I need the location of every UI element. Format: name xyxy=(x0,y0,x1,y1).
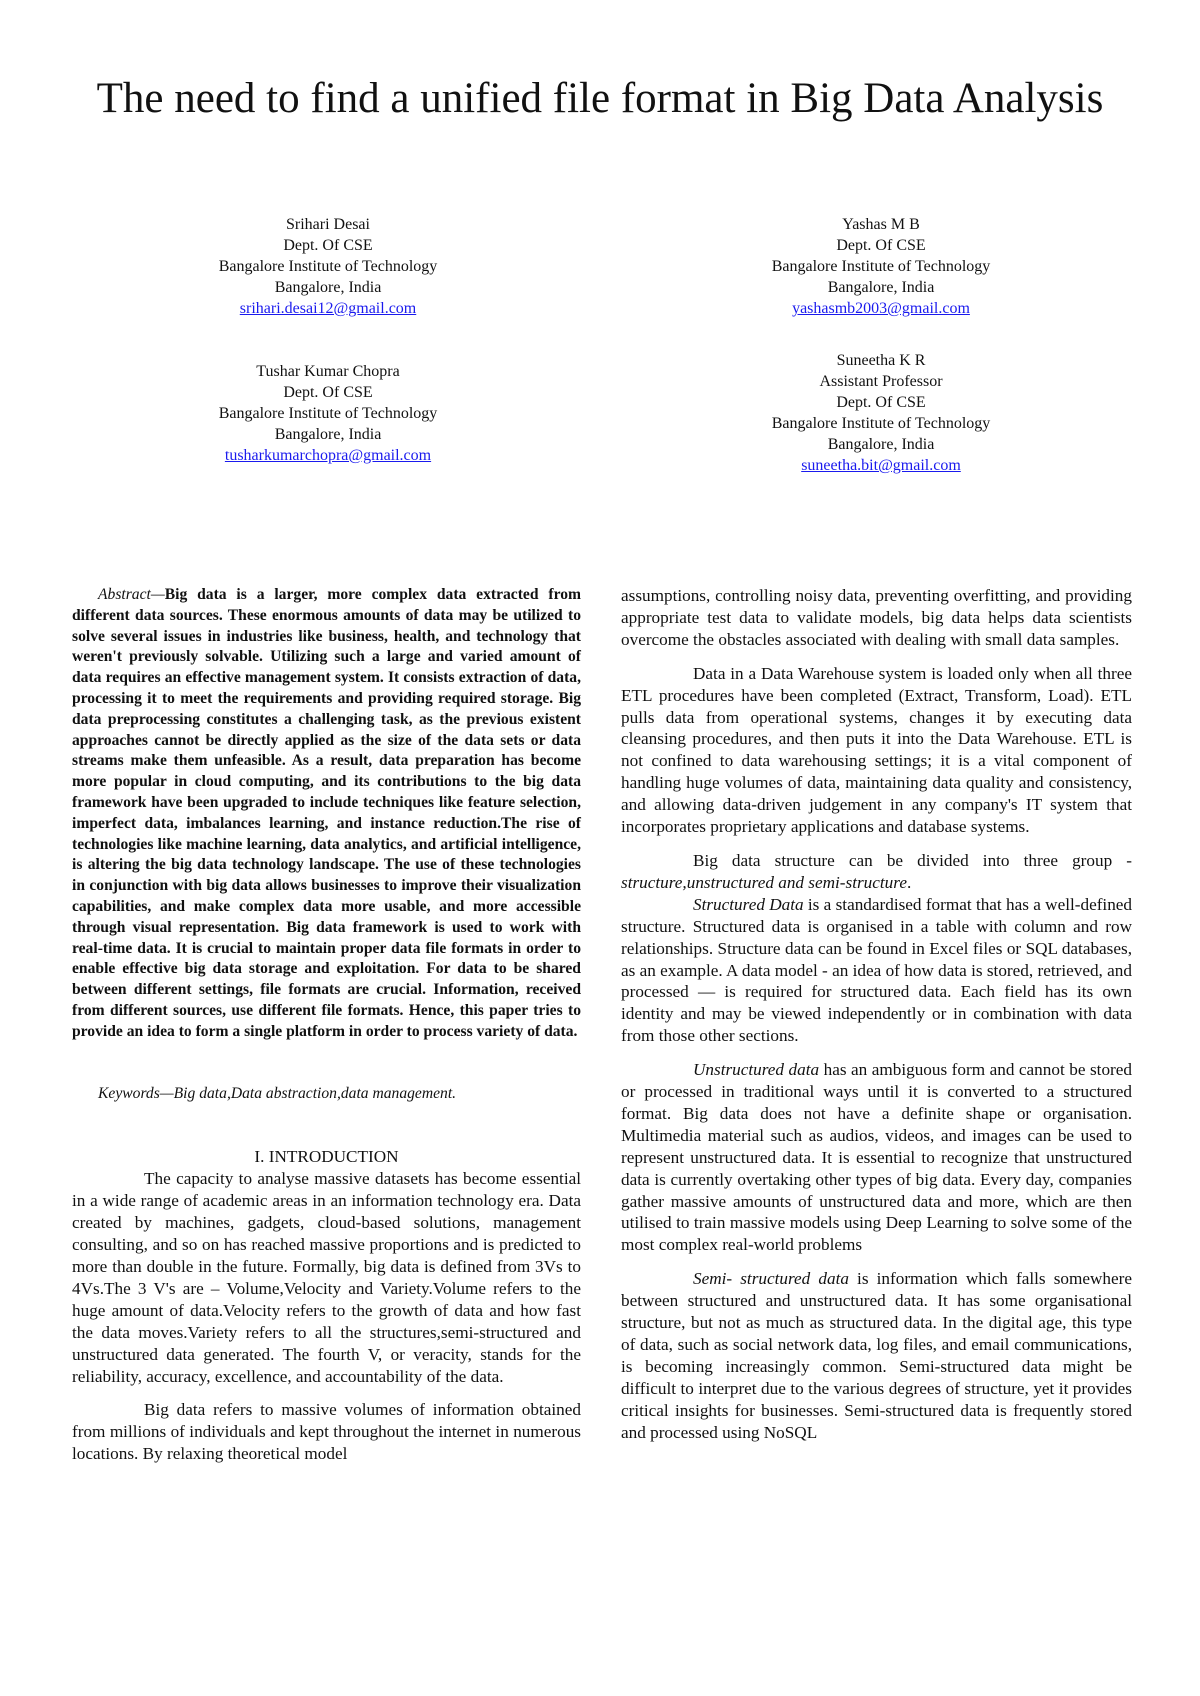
author-name: Srihari Desai xyxy=(286,216,370,233)
author-institution: Bangalore Institute of Technology xyxy=(218,405,438,422)
author-institution: Bangalore Institute of Technology xyxy=(771,415,991,432)
structured-data-text: is a standardised format that has a well-defined structure. Structured data is organised in a table with column and row relationships. Structure data can be found in Excel files or SQL databases, as an example. A data model - an idea of how data is stored, retrieved, and processed — is required for structured data. Each field has its own identity and may be viewed independently or in combination with data from those other sections. xyxy=(621,894,1133,1046)
author-dept: Dept. Of CSE xyxy=(283,237,373,254)
author-name: Suneetha K R xyxy=(836,352,926,369)
author-location: Bangalore, India xyxy=(827,279,935,296)
paragraph-continued: assumptions, controlling noisy data, preventing overfitting, and providing appropriate test data to validate models, big data helps data scientists overcome the obstacles associated with dealing with small data samples. xyxy=(621,586,1132,649)
paper-title: The need to find a unified file format in Big Data Analysis xyxy=(96,75,1104,122)
etl-paragraph: Data in a Data Warehouse system is loaded only when all three ETL procedures have been completed (Extract, Transform, Load). ETL pulls data from operational systems, changes it by executing data cleansing procedures, and then puts it into the Data Warehouse. ETL is not confined to data warehousing settings; it is a vital component of handling huge volumes of data, maintaining data quality and consistency, and allowing data-driven judgement in any company's IT system that incorporates proprietary applications and database systems. xyxy=(621,663,1132,837)
structure-types-list: structure,unstructured and semi-structure xyxy=(621,872,907,892)
author-dept: Dept. Of CSE xyxy=(836,394,926,411)
author-location: Bangalore, India xyxy=(274,426,382,443)
author-block xyxy=(118,214,538,319)
author-block xyxy=(671,214,1091,319)
unstructured-data-text: has an ambiguous form and cannot be stored or processed in traditional ways until it is converted to a structured format. Big data does not have a definite shape or organisation. Multimedia material such as audios, videos, and images can be used to represent unstructured data. It is essential to recognize that unstructured data is currently overtaking other types of big data. Every day, companies gather massive amounts of unstructured data and more, which are then utilised to train massive models using Deep Learning to solve some of the most complex real-world problems xyxy=(621,1060,1132,1255)
author-dept: Dept. Of CSE xyxy=(283,384,373,401)
structure-types-paragraph xyxy=(621,850,1132,894)
unstructured-data-term: Unstructured data xyxy=(693,1060,820,1080)
left-column xyxy=(72,585,581,1465)
section-heading: I. INTRODUCTION xyxy=(254,1147,399,1167)
abstract-text: Big data is a larger, more complex data extracted from different data sources. These enormous amounts of data may be utilized to solve several issues in industries like business, health, and technology that weren't previously solvable. Utilizing such a large and varied amount of data requires an effective management system. It consists extraction of data, processing it to meet the requirements and providing required storage. Big data preprocessing constitutes a challenging task, as the previous existent approaches cannot be directly applied as the size of the data sets or data streams make them unfeasible. As a result, data preparation has become more popular in cloud computing, and its contributions to the big data framework have been upgraded to include techniques like feature selection, imperfect data, imbalances learning, and instance reduction.The rise of technologies like machine learning, data analytics, and artificial intelligence, is altering the big data technology landscape. The use of these technologies in conjunction with big data allows businesses to improve their visualization capabilities, and make complex data more usable, and more accessible through visual representation. Big data framework is used to work with real-time data. It is crucial to maintain proper data file formats in order to enable effective big data storage and exploitation. For data to be shared between different settings, file formats are crucial. Information, received from different sources, use different file formats. Hence, this paper tries to provide an idea to form a single platform in order to process variety of data. xyxy=(72,586,581,1040)
author-institution: Bangalore Institute of Technology xyxy=(771,258,991,275)
structure-types-text: Big data structure can be divided into three group - xyxy=(693,850,1132,870)
author-institution: Bangalore Institute of Technology xyxy=(218,258,438,275)
author-location: Bangalore, India xyxy=(274,279,382,296)
author-name: Tushar Kumar Chopra xyxy=(256,363,400,380)
intro-paragraph-1: The capacity to analyse massive datasets has become essential in a wide range of academic areas in an information technology era. Data created by machines, gadgets, cloud-based solutions, management consulting, and so on has reached massive proportions and is predicted to more than double in the future. Formally, big data is defined from 3Vs to 4Vs.The 3 V's are – Volume,Velocity and Variety.Volume refers to the huge amount of data.Velocity refers to the growth of data and how fast the data moves.Variety refers to all the structures,semi-structured and unstructured data generated. The fourth V, or veracity, stands for the reliability, accuracy, excellence, and accountability of the data. xyxy=(72,1169,581,1386)
author-email-link[interactable]: tusharkumarchopra@gmail.com xyxy=(224,447,432,464)
abstract xyxy=(72,585,581,1043)
author-email-link[interactable]: suneetha.bit@gmail.com xyxy=(801,457,961,474)
semi-structured-data-text: is information which falls somewhere between structured and unstructured data. It has some organisational structure, but not as much as structured data. In the digital age, this type of data, such as social network data, log files, and email communications, is becoming increasingly common. Semi-structured data might be difficult to interpret due to the various degrees of structure, yet it provides critical insights for businesses. Semi-structured data is frequently stored and processed using NoSQL xyxy=(621,1269,1132,1442)
author-email-link[interactable]: srihari.desai12@gmail.com xyxy=(239,300,417,317)
unstructured-data-paragraph xyxy=(621,1059,1132,1256)
keywords: Keywords—Big data,Data abstraction,data management. xyxy=(98,1084,457,1102)
structured-data-paragraph xyxy=(621,894,1132,1047)
right-column xyxy=(621,585,1132,1444)
structured-data-term: Structured Data xyxy=(693,894,804,914)
author-block xyxy=(118,361,538,466)
author-email-link[interactable]: yashasmb2003@gmail.com xyxy=(792,300,970,317)
structure-types-end: . xyxy=(906,872,912,892)
semi-structured-data-term: Semi- structured data xyxy=(693,1269,849,1289)
intro-paragraph-2: Big data refers to massive volumes of information obtained from millions of individuals and kept throughout the internet in numerous locations. By relaxing theoretical model xyxy=(72,1400,581,1464)
semi-structured-data-paragraph xyxy=(621,1268,1132,1443)
author-dept: Dept. Of CSE xyxy=(836,237,926,254)
author-role: Assistant Professor xyxy=(819,373,943,390)
author-name: Yashas M B xyxy=(842,216,920,233)
author-block xyxy=(671,350,1091,476)
abstract-lead: Abstract— xyxy=(98,586,165,603)
author-location: Bangalore, India xyxy=(827,436,935,453)
